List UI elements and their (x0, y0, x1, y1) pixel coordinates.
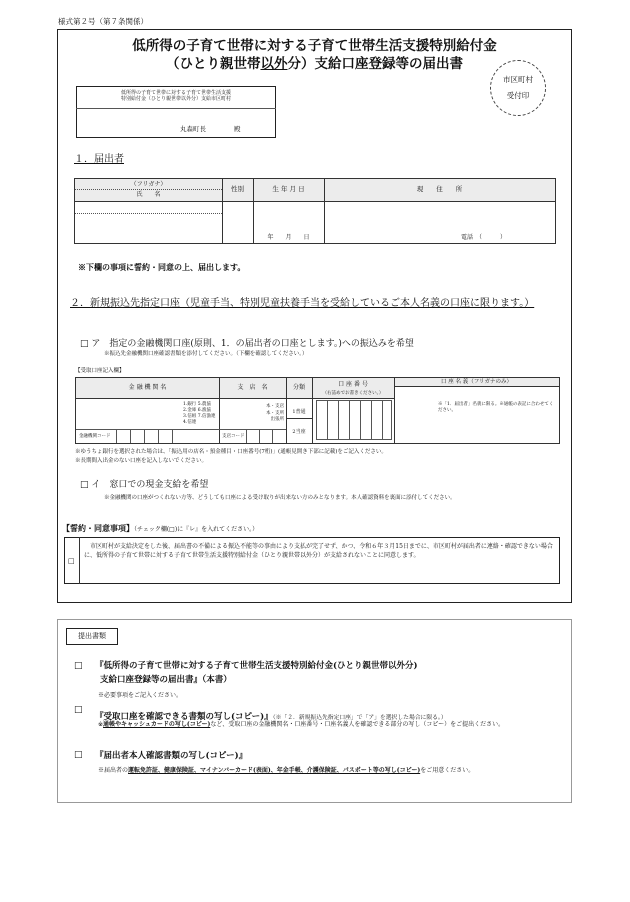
yucho-note: ※ゆうちょ銀行を選択された場合は、「振込用の店名・預金種目・口座番号(7桁)」(通帳見開き下部に記載)をご記入ください。 (75, 449, 387, 455)
category-label: 分類 (292, 384, 305, 391)
category-1[interactable]: 1普通 (292, 409, 306, 415)
doc2-note: ※通帳やキャッシュカードの写し(コピー)など、受取口座の金融機関名・口座番号・口座名義人を確認できる部分の写し（コピー）をご提出ください。 (98, 721, 505, 728)
address-box-text: 低所得の子育て世帯に対する子育て世帯生活支援 特別給付金（ひとり親世帯以外分）支給市区町村 (120, 90, 231, 103)
documents-label: 提出書類 (66, 628, 118, 645)
bank-code-boxes[interactable] (116, 429, 172, 443)
account-number-label: 口 座 番 号 (338, 381, 368, 388)
option-i[interactable]: □ イ 窓口での現金支給を希望 (80, 480, 209, 490)
option-i-note: ※金融機関の口座がつくれない方等、どうしても口座による受け取りが出来ない方のみとなります。本人確認資料を裏面に添付してください。 (104, 495, 456, 501)
stamp-line1: 市区町村 (503, 75, 533, 84)
recipient: 丸森町長 殿 (180, 125, 241, 133)
holder-name-label: 口 座 名 義（フリガナのみ） (441, 379, 512, 385)
holder-note: ※「1．届出者」名義に限る。※通帳の表記に合わせてください。 (438, 402, 554, 414)
branch-code-boxes[interactable] (246, 429, 286, 443)
bank-name-label: 金 融 機 関 名 (128, 384, 167, 391)
stamp-line2: 受付印 (506, 91, 530, 100)
pledge-checkbox[interactable]: □ (68, 557, 75, 565)
doc2-checkbox[interactable]: □ (74, 705, 83, 715)
branch-code-label: 支店コード (222, 434, 245, 439)
address-box-divider (76, 108, 276, 109)
doc1-note: ※必要事項をご記入ください。 (98, 692, 183, 699)
birthdate-units: 年 月 日 (267, 234, 310, 241)
category-2[interactable]: 2当座 (292, 429, 306, 435)
agreement-note: ※下欄の事項に誓約・同意の上、届出します。 (78, 262, 246, 272)
option-a-note: ※振込先金融機関口座確認書類を添付してください。（下欄を確認してください。） (104, 351, 308, 357)
name-label: 氏 名 (136, 191, 161, 198)
pledge-text: 市区町村が支給決定をした後、届出書の不備による振込不能等の事由により支払が完了せず、かつ、令和６年３月15日までに、市区町村が届出者に連絡・確認できない場合に、低所得の子育て世帯に対する子育て世帯生活支援特別給付金（ひとり親世帯以外分）が支給されないことに同意します。 (84, 543, 553, 559)
doc3-note: ※届出者の運転免許証、健康保険証、マイナンバーカード(表面)、年金手帳、介護保険証、パスポート等の写し(コピー)をご用意ください。 (98, 767, 475, 774)
bank-type-list: 1.銀行 5.農協 2.金庫 6.漁協 3.信組 7.信漁連 4.信連 (183, 402, 216, 425)
branch-type-list: 本・支店 本・支所 出張所 (266, 404, 284, 423)
address-label: 現 住 所 (416, 185, 463, 193)
doc1-checkbox[interactable]: □ (74, 661, 83, 671)
birthdate-label: 生 年 月 日 (272, 185, 305, 193)
bank-code-label: 金融機関コード (79, 434, 111, 439)
doc1-line2: 支給口座登録等の届出書』（本書） (100, 675, 232, 685)
doc3-label: 『届出者本人確認書類の写し(コピー)』 (95, 751, 248, 761)
branch-name-label: 支 店 名 (237, 384, 268, 391)
furigana-label: （フリガナ） (130, 181, 167, 188)
doc3-checkbox[interactable]: □ (74, 750, 83, 760)
account-box-title: 【受取口座記入欄】 (75, 368, 125, 374)
dormant-note: ※長期間入出金のない口座を記入しないでください。 (75, 458, 208, 464)
gender-label: 性別 (231, 185, 244, 193)
doc1-line1: 『低所得の子育て世帯に対する子育て世帯生活支援特別給付金(ひとり親世帯以外分) (95, 661, 418, 671)
option-a[interactable]: □ ア 指定の金融機関口座(原則、1．の届出者の口座とします。)への振込みを希望 (80, 339, 414, 349)
reception-stamp-circle (490, 60, 546, 116)
applicant-table (74, 178, 556, 244)
doc2-row: 『受取口座を確認できる書類の写し(コピー)』（※「２．新規振込先指定口座」で「ア」を選択した場合に限る。） (95, 712, 447, 722)
account-table (75, 377, 560, 444)
section1-heading: １．届出者 (74, 154, 124, 165)
section2-heading: ２．新規振込先指定口座（児童手当、特別児童扶養手当を受給しているご本人名義の口座に限ります。） (70, 298, 535, 309)
form-number: 様式第２号（第７条関係） (58, 17, 148, 26)
title-line2: （ひとり親世帯以外分）支給口座登録等の届出書 (166, 56, 463, 72)
account-number-note: （右詰めでお書きください。） (322, 391, 384, 396)
phone-label: 電話 （ ） (461, 234, 507, 241)
pledge-heading-row: 【誓約・同意事項】（チェック欄(□)に『レ』を入れてください。） (62, 523, 259, 533)
title-line1: 低所得の子育て世帯に対する子育て世帯生活支援特別給付金 (132, 38, 497, 54)
account-digit-boxes[interactable] (316, 400, 392, 440)
